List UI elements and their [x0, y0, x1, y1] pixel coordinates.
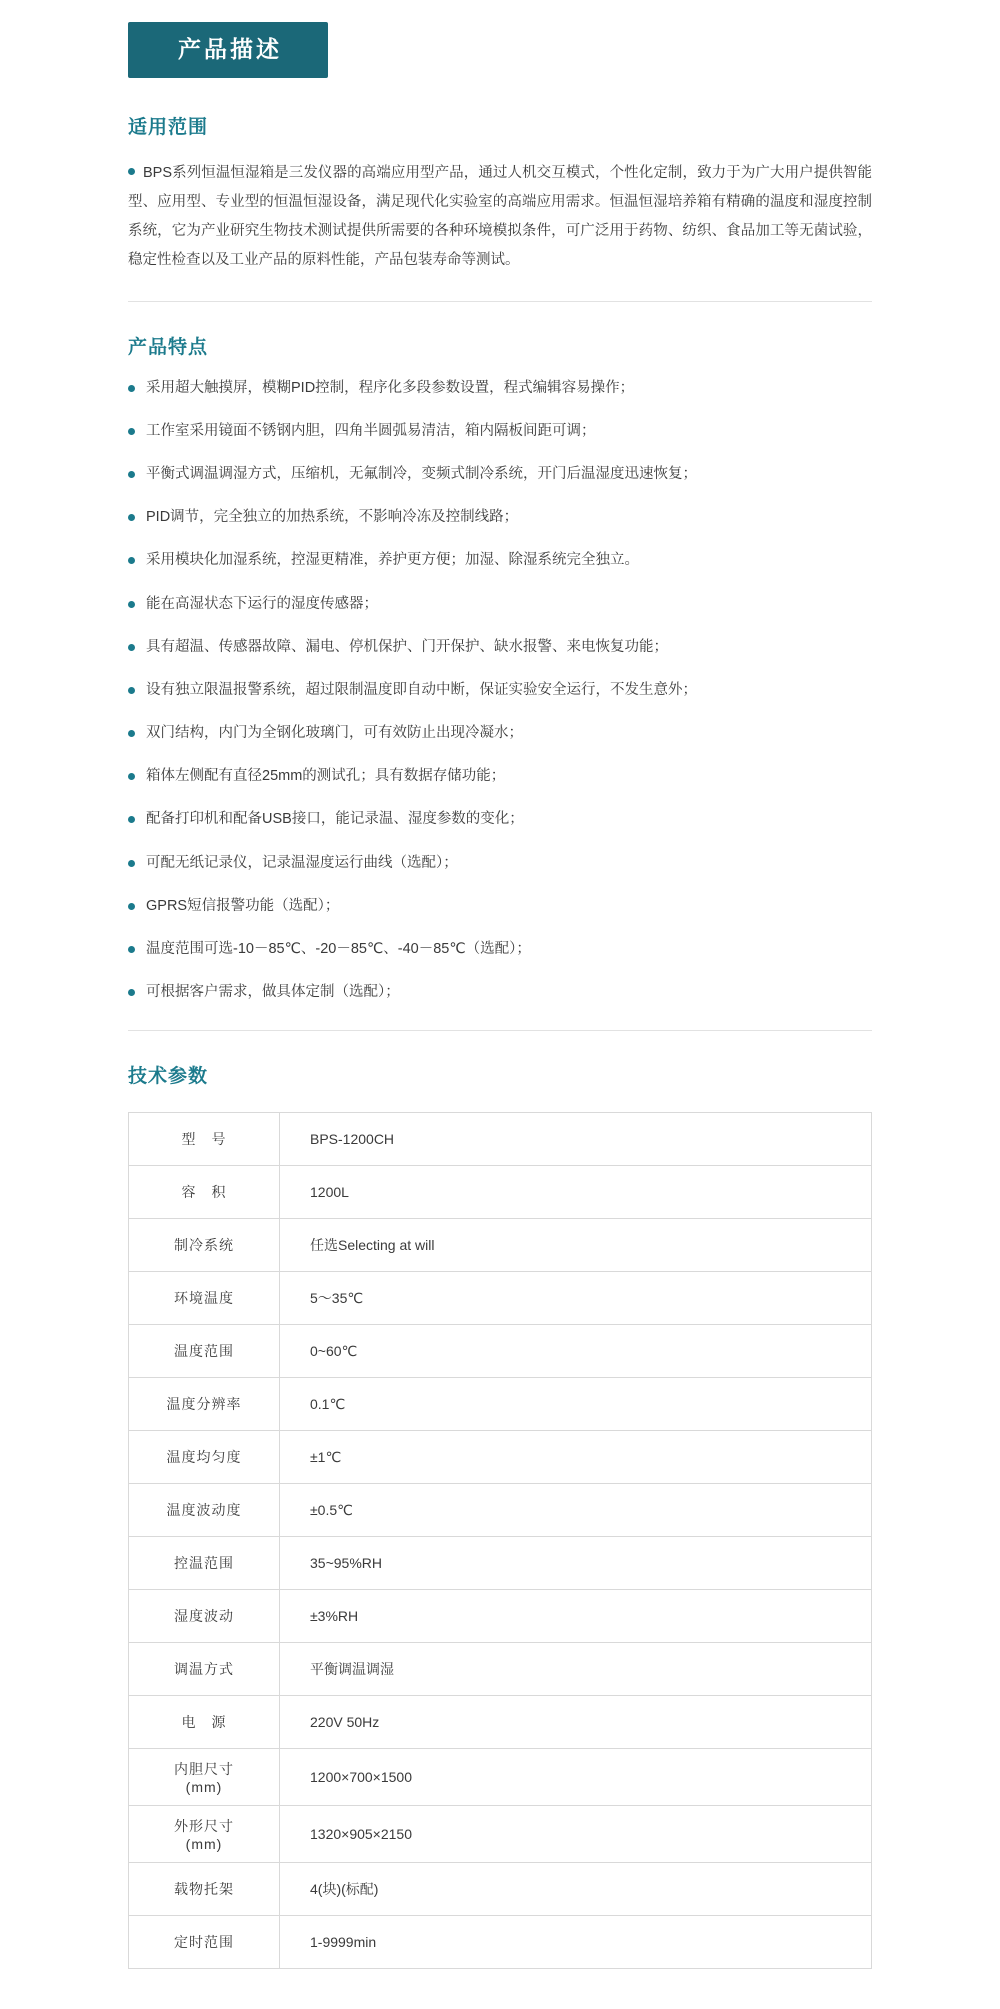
specs-section [0, 1031, 1000, 1969]
table-row [129, 1378, 872, 1431]
specs-heading: 技术参数 [128, 1066, 209, 1088]
spec-value: 任选Selecting at will [280, 1219, 872, 1272]
scope-section [0, 112, 1000, 275]
spec-value: 1-9999min [280, 1916, 872, 1969]
list-item: 配备打印机和配备USB接口，能记录温、湿度参数的变化； [128, 808, 872, 831]
spec-value: BPS-1200CH [280, 1113, 872, 1166]
spec-key: 控温范围 [129, 1537, 280, 1590]
spec-value: 1200×700×1500 [280, 1749, 872, 1806]
spec-key: 调温方式 [129, 1643, 280, 1696]
spec-value: 1200L [280, 1166, 872, 1219]
spec-key: 湿度波动 [129, 1590, 280, 1643]
spec-key: 制冷系统 [129, 1219, 280, 1272]
scope-paragraph [128, 159, 872, 275]
spec-value: 0~60℃ [280, 1325, 872, 1378]
spec-value: ±1℃ [280, 1431, 872, 1484]
list-item: 平衡式调温调湿方式，压缩机，无氟制冷，变频式制冷系统，开门后温湿度迅速恢复； [128, 463, 872, 486]
table-row [129, 1166, 872, 1219]
table-row [129, 1219, 872, 1272]
page-title: 产品描述 [128, 22, 328, 78]
features-list [128, 377, 872, 1005]
features-heading: 产品特点 [128, 336, 209, 358]
scope-text: BPS系列恒温恒湿箱是三发仪器的高端应用型产品，通过人机交互模式，个性化定制，致力于为广大用户提供智能型、应用型、专业型的恒温恒湿设备，满足现代化实验室的高端应用需求。恒温恒湿培养箱有精确的温度和湿度控制系统，它为产业研究生物技术测试提供所需要的各种环境模拟条件，可广泛用于药物、纺织、食品加工等无菌试验，稳定性检查以及工业产品的原料性能，产品包装寿命等测试。 [128, 164, 872, 268]
list-item: GPRS短信报警功能（选配）； [128, 895, 872, 918]
list-item: 能在高湿状态下运行的湿度传感器； [128, 593, 872, 616]
table-row [129, 1272, 872, 1325]
list-item: 设有独立限温报警系统，超过限制温度即自动中断，保证实验安全运行，不发生意外； [128, 679, 872, 702]
spec-key-main: 内胆尺寸 [174, 1761, 234, 1778]
spec-key: 温度范围 [129, 1325, 280, 1378]
spec-value: 1320×905×2150 [280, 1806, 872, 1863]
spec-key-main: 外形尺寸 [174, 1818, 234, 1835]
banner-container [0, 0, 1000, 78]
spacer [128, 302, 872, 332]
spec-key: 电 源 [129, 1696, 280, 1749]
specs-table-container [128, 1112, 872, 1969]
spec-value: ±0.5℃ [280, 1484, 872, 1537]
spec-key [129, 1806, 280, 1863]
table-row [129, 1806, 872, 1863]
list-item: 箱体左侧配有直径25mm的测试孔；具有数据存储功能； [128, 765, 872, 788]
table-row [129, 1916, 872, 1969]
spec-key: 载物托架 [129, 1863, 280, 1916]
spec-value: 5～35℃ [280, 1272, 872, 1325]
features-section [0, 302, 1000, 1005]
spec-value: 35~95%RH [280, 1537, 872, 1590]
list-item: 具有超温、传感器故障、漏电、停机保护、门开保护、缺水报警、来电恢复功能； [128, 636, 872, 659]
list-item: 可配无纸记录仪，记录温湿度运行曲线（选配）； [128, 852, 872, 875]
spec-key: 型 号 [129, 1113, 280, 1166]
spec-key: 定时范围 [129, 1916, 280, 1969]
table-row [129, 1643, 872, 1696]
spec-value: 4(块)(标配) [280, 1863, 872, 1916]
scope-heading: 适用范围 [128, 116, 209, 138]
spec-value: ±3%RH [280, 1590, 872, 1643]
spec-key: 温度均匀度 [129, 1431, 280, 1484]
list-item: PID调节，完全独立的加热系统，不影响冷冻及控制线路； [128, 506, 872, 529]
table-row [129, 1749, 872, 1806]
spec-key [129, 1749, 280, 1806]
table-row [129, 1863, 872, 1916]
spec-value: 220V 50Hz [280, 1696, 872, 1749]
list-item: 可根据客户需求，做具体定制（选配）； [128, 981, 872, 1004]
table-row [129, 1696, 872, 1749]
spec-key: 环境温度 [129, 1272, 280, 1325]
specs-table [128, 1112, 872, 1969]
list-item: 温度范围可选-10－85℃、-20－85℃、-40－85℃（选配）； [128, 938, 872, 961]
table-row [129, 1325, 872, 1378]
table-row [129, 1537, 872, 1590]
spec-value: 0.1℃ [280, 1378, 872, 1431]
spec-key-unit: (mm) [185, 1836, 223, 1853]
list-item: 工作室采用镜面不锈钢内胆，四角半圆弧易清洁，箱内隔板间距可调； [128, 420, 872, 443]
spec-value: 平衡调温调湿 [280, 1643, 872, 1696]
spacer [128, 1031, 872, 1061]
spec-key: 容 积 [129, 1166, 280, 1219]
table-row [129, 1431, 872, 1484]
spec-key: 温度波动度 [129, 1484, 280, 1537]
table-row [129, 1113, 872, 1166]
list-item: 采用超大触摸屏，模糊PID控制，程序化多段参数设置，程式编辑容易操作； [128, 377, 872, 400]
list-item: 双门结构，内门为全钢化玻璃门，可有效防止出现冷凝水； [128, 722, 872, 745]
table-row [129, 1484, 872, 1537]
bullet-dot-icon [128, 168, 135, 175]
table-row [129, 1590, 872, 1643]
list-item: 采用模块化加湿系统，控湿更精准，养护更方便；加湿、除湿系统完全独立。 [128, 549, 872, 572]
spec-key-unit: (mm) [185, 1779, 223, 1796]
spec-key: 温度分辨率 [129, 1378, 280, 1431]
